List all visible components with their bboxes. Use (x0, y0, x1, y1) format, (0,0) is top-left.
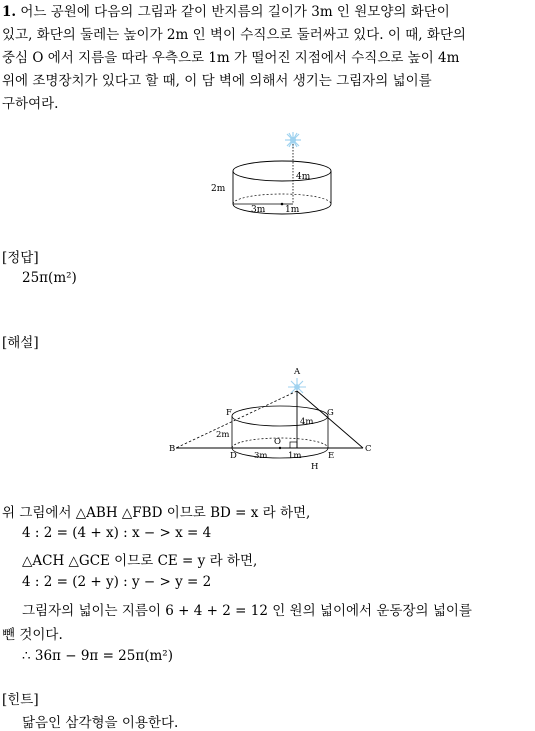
ellipse-top (232, 406, 328, 426)
problem-text-2: 있고, 화단의 둘레는 높이가 2m 인 벽이 수직으로 둘러싸고 있다. 이 때, 화단의 (2, 27, 466, 43)
explanation-line-5a: 그림자의 넓이는 지름이 6 + 4 + 2 = 12 인 원의 넓이에서 운동장의 넓이를 (22, 603, 472, 619)
point-A: A (294, 367, 301, 377)
problem-line-1 (2, 0, 450, 20)
problem-number: 1. (2, 4, 17, 20)
light-icon (285, 132, 301, 148)
problem-text-4: 위에 조명장치가 있다고 할 때, 이 담 벽에 의해서 생기는 그림자의 넓이를 (2, 73, 432, 89)
cylinder-bottom-back (233, 194, 331, 204)
label2-offset-1m: 1m (288, 451, 302, 461)
explanation-line-1: 위 그림에서 △ABH △FBD 이므로 BD = x 라 하면, (2, 505, 311, 521)
explanation-line-2: 4 : 2 = (4 + x) : x − > x = 4 (22, 525, 212, 541)
point-F: F (226, 408, 232, 418)
label2-radius-3m: 3m (254, 451, 268, 461)
explanation-line-6: ∴ 36π − 9π = 25π(m²) (22, 648, 173, 664)
explanation-line-4: 4 : 2 = (2 + y) : y − > y = 2 (22, 574, 212, 590)
point-D: D (230, 451, 237, 461)
point-O: O (274, 437, 281, 447)
label-height-4m: 4m (296, 172, 311, 182)
point-G: G (327, 408, 334, 418)
label2-height-4m: 4m (300, 417, 314, 427)
label-wall-2m: 2m (211, 184, 226, 194)
label2-wall-2m: 2m (216, 430, 230, 440)
answer-value: 25π(m²) (22, 270, 77, 286)
figure-cylinder (205, 128, 335, 223)
figure-similar-triangles (168, 362, 373, 474)
label-offset-1m: 1m (285, 205, 300, 215)
explanation-heading: [해설] (2, 335, 39, 351)
problem-text-3: 중심 O 에서 지름을 따라 우측으로 1m 가 떨어진 지점에서 수직으로 높이 4m (2, 50, 460, 66)
problem-text-5: 구하여라. (2, 96, 59, 112)
cylinder-top-ellipse (233, 161, 331, 181)
cylinder-bottom-front (233, 204, 331, 214)
problem-text-1: 어느 공원에 다음의 그림과 같이 반지름의 길이가 3m 인 원모양의 화단이 (20, 4, 450, 20)
explanation-line-3: △ACH △GCE 이므로 CE = y 라 하면, (22, 553, 258, 569)
answer-heading: [정답] (2, 250, 39, 266)
hint-heading: [힌트] (2, 692, 39, 708)
point-H: H (311, 462, 319, 472)
point-B: B (169, 444, 176, 454)
explanation-line-5b: 뺀 것이다. (2, 627, 63, 643)
hint-text: 닮음인 삼각형을 이용한다. (22, 715, 179, 731)
point-E: E (328, 451, 335, 461)
label-radius-3m: 3m (251, 205, 266, 215)
point-C: C (365, 444, 372, 454)
